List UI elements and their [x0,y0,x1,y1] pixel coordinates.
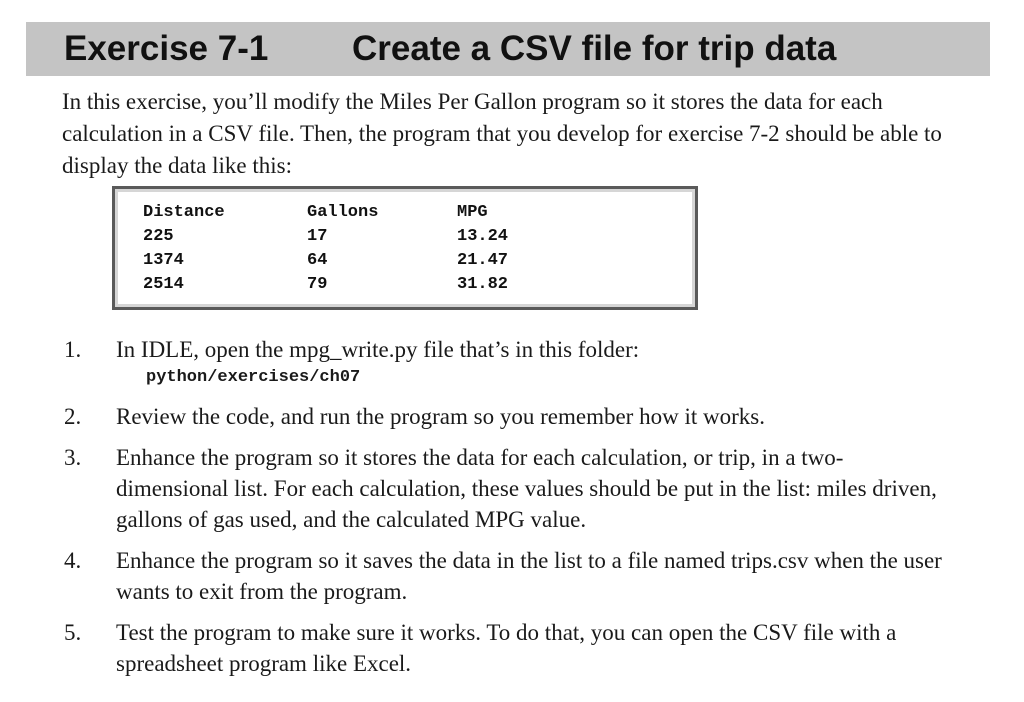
step-text: In IDLE, open the mpg_write.py file that’s in this folder: [116,337,640,362]
step-number: 3. [64,445,82,470]
step-number: 4. [64,548,82,573]
output-row [143,225,557,249]
step-2 [0,401,946,432]
output-cell-distance: 225 [143,227,174,246]
step-text: Enhance the program so it stores the data for each calculation, or trip, in a two-dimensional list. For each calculation, these values should be put in the list: miles driven, gallons of gas used, and the calculated MPG value. [116,445,937,532]
output-cell-gallons: 64 [307,251,328,270]
step-5 [0,617,946,679]
step-4 [0,545,946,607]
output-cell-mpg: 13.24 [457,227,509,246]
step-text: Review the code, and run the program so you remember how it works. [116,404,765,429]
output-cell-gallons: 79 [307,275,328,294]
steps-list [0,334,1024,689]
output-header-mpg: MPG [457,203,488,222]
step-text: Enhance the program so it saves the data in the list to a file named trips.csv when the user wants to exit from the program. [116,548,942,604]
exercise-title: Create a CSV file for trip data [352,29,837,68]
output-cell-gallons: 17 [307,227,328,246]
step-text: Test the program to make sure it works. To do that, you can open the CSV file with a spreadsheet program like Excel. [116,620,897,676]
output-cell-mpg: 31.82 [457,275,509,294]
step-1 [0,334,946,391]
step-number: 2. [64,404,82,429]
output-cell-mpg: 21.47 [457,251,509,270]
output-cell-distance: 2514 [143,275,184,294]
step-number: 5. [64,620,82,645]
output-row [143,249,557,273]
exercise-number: Exercise 7-1 [64,29,269,68]
step-number: 1. [64,337,82,362]
step-3 [0,442,946,535]
output-cell-distance: 1374 [143,251,184,270]
sample-output-box [112,186,698,310]
output-header-gallons: Gallons [307,203,379,222]
output-header-row [143,201,557,225]
intro-paragraph: In this exercise, you’ll modify the Miles Per Gallon program so it stores the data for each calculation in a CSV file. Then, the program that you develop for exercise 7-2 should be able to display the data like this: [62,89,942,178]
output-row [143,273,557,297]
output-header-distance: Distance [143,203,225,222]
sample-output-table [143,201,557,297]
exercise-header [26,22,990,76]
step-code-path: python/exercises/ch07 [146,368,361,387]
